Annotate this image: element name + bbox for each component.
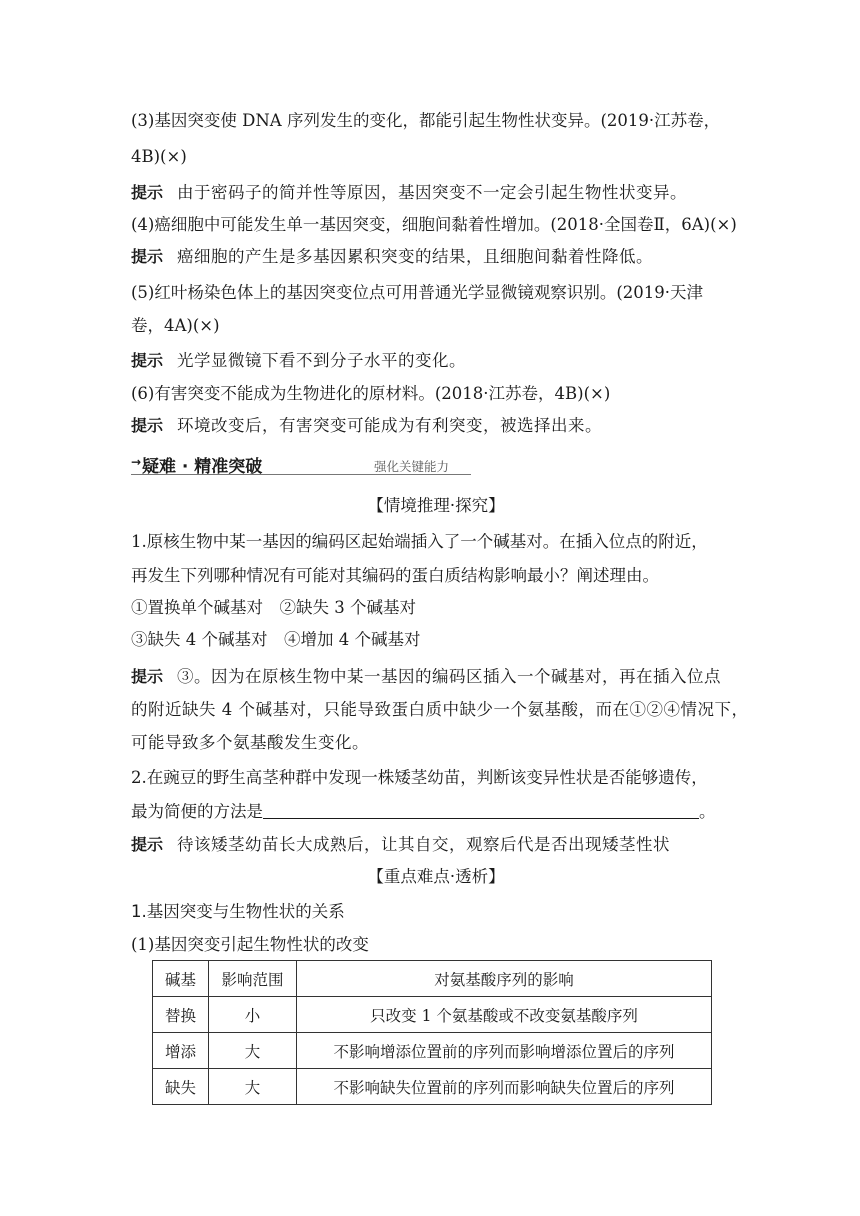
- table-header-cell: 影响范围: [209, 961, 297, 997]
- section-subtitle: 强化关键能力: [374, 459, 450, 474]
- question-5-line-1: (5)红叶杨染色体上的基因突变位点可用普通光学显微镜观察识别。(2019·天津: [131, 283, 704, 302]
- hint-text: ③。因为在原核生物中某一基因的编码区插入一个碱基对，再在插入位点: [177, 667, 722, 686]
- table-header-cell: 碱基: [153, 961, 209, 997]
- table-cell: 小: [209, 997, 297, 1033]
- question-3-hint: [131, 182, 741, 204]
- table-cell: 不影响增添位置前的序列而影响增添位置后的序列: [297, 1033, 712, 1069]
- answer-blank: [263, 802, 699, 819]
- scenario-heading: 【情境推理·探究】: [367, 496, 505, 515]
- problem-1-line-2: 再发生下列哪种情况有可能对其编码的蛋白质结构影响最小？阐述理由。: [131, 566, 659, 585]
- problem-1-options-1: ①置换单个碱基对 ②缺失 3 个碱基对: [131, 598, 416, 617]
- table-row: [153, 1033, 712, 1069]
- section-marker-icon: →: [131, 455, 142, 469]
- table-header-cell: 对氨基酸序列的影响: [297, 961, 712, 997]
- hint-label: 提示: [131, 835, 164, 854]
- question-5-line-2: 卷，4A)(×): [131, 316, 220, 335]
- hint-text: 待该矮茎幼苗长大成熟后，让其自交，观察后代是否出现矮茎性状: [177, 835, 671, 854]
- question-3-line-2: 4B)(×): [131, 147, 187, 166]
- table-cell: 只改变 1 个氨基酸或不改变氨基酸序列: [297, 997, 712, 1033]
- problem-2-hint: [131, 834, 741, 856]
- problem-2-suffix: 。: [699, 802, 716, 821]
- problem-1-options-2: ③缺失 4 个碱基对 ④增加 4 个碱基对: [131, 630, 421, 649]
- hint-label: 提示: [131, 416, 164, 435]
- question-4-line-1: (4)癌细胞中可能发生单一基因突变，细胞间黏着性增加。(2018·全国卷Ⅱ，6A)(×): [131, 215, 737, 234]
- hint-text: 由于密码子的简并性等原因，基因突变不一定会引起生物性状变异。: [177, 183, 688, 202]
- problem-1-hint-line-2: 的附近缺失 4 个碱基对，只能导致蛋白质中缺少一个氨基酸，而在①②④情况下，: [131, 700, 749, 719]
- question-6-hint: [131, 415, 741, 437]
- problem-1-hint-line-1: [131, 666, 741, 688]
- hint-text: 癌细胞的产生是多基因累积突变的结果，且细胞间黏着性降低。: [177, 247, 654, 266]
- problem-2-line-2: [131, 801, 741, 823]
- section-title: 疑难 · 精准突破: [142, 457, 263, 477]
- key-1-subtitle: (1)基因突变引起生物性状的改变: [131, 935, 369, 954]
- hint-text: 光学显微镜下看不到分子水平的变化。: [177, 351, 467, 370]
- table-cell: 增添: [153, 1033, 209, 1069]
- question-4-hint: [131, 246, 741, 268]
- section-rule: [131, 474, 471, 475]
- hint-label: 提示: [131, 247, 164, 266]
- question-5-hint: [131, 350, 741, 372]
- problem-2-prefix: 最为简便的方法是: [131, 802, 263, 821]
- mutation-effect-table: [152, 960, 712, 1105]
- hint-label: 提示: [131, 667, 164, 686]
- question-3-line-1: (3)基因突变使 DNA 序列发生的变化，都能引起生物性状变异。(2019·江苏卷，: [131, 111, 721, 130]
- hint-label: 提示: [131, 183, 164, 202]
- hint-label: 提示: [131, 351, 164, 370]
- table-cell: 大: [209, 1033, 297, 1069]
- section-header: [131, 452, 471, 476]
- table-header-row: [153, 961, 712, 997]
- table-cell: 缺失: [153, 1069, 209, 1105]
- table-cell: 不影响缺失位置前的序列而影响缺失位置后的序列: [297, 1069, 712, 1105]
- question-6-line-1: (6)有害突变不能成为生物进化的原材料。(2018·江苏卷，4B)(×): [131, 384, 611, 403]
- hint-text: 环境改变后，有害突变可能成为有利突变，被选择出来。: [177, 416, 603, 435]
- table-row: [153, 997, 712, 1033]
- table-cell: 替换: [153, 997, 209, 1033]
- problem-2-line-1: 2.在豌豆的野生高茎种群中发现一株矮茎幼苗，判断该变异性状是否能够遗传，: [131, 768, 708, 787]
- key-heading: 【重点难点·透析】: [367, 867, 505, 886]
- key-1-title: 1.基因突变与生物性状的关系: [131, 902, 345, 921]
- problem-1-hint-line-3: 可能导致多个氨基酸发生变化。: [131, 733, 369, 752]
- problem-1-line-1: 1.原核生物中某一基因的编码区起始端插入了一个碱基对。在插入位点的附近，: [131, 532, 708, 551]
- table-cell: 大: [209, 1069, 297, 1105]
- table-row: [153, 1069, 712, 1105]
